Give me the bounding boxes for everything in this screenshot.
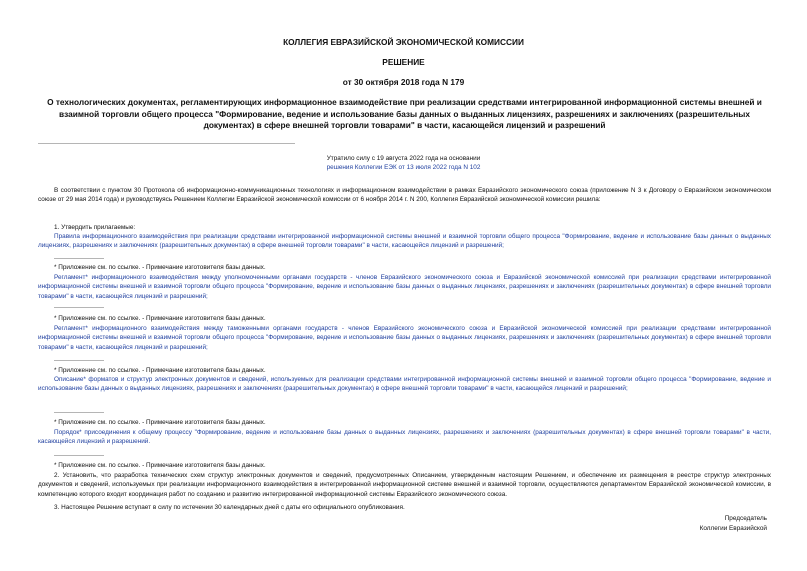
description-link[interactable]: Описание* форматов и структур электронных документов и сведений, используемых для реализации средствами интегрированной информационной системы внешней и взаимной торговли общего процесса "Формирование, ведение и использование базы данных о выданных лицензиях, разрешениях и заключениях (разрешительных документах) в сфере внешней торговли товарами" в части, касающейся лицензий и разрешений;	[38, 376, 771, 393]
footnote: * Приложение см. по ссылке. - Примечание изготовителя базы данных.	[54, 315, 266, 322]
item-3: 3. Настоящее Решение вступает в силу по истечении 30 календарных дней с даты его официального опубликования.	[54, 504, 405, 511]
footnote-divider	[54, 258, 104, 259]
regulation-2-link[interactable]: Регламент* информационного взаимодействия между таможенными органами государств - членов Евразийского экономического союза и Евразийской экономической комиссией при реализации средствами интегрированной информационной системы внешней и взаимной торговли общего процесса "Формирование, ведение и использование базы данных о выданных лицензиях, разрешениях и заключениях (разрешительных документах) в сфере внешней торговли товарами" в части, касающейся лицензий и разрешений;	[38, 325, 771, 351]
regulation-1-link[interactable]: Регламент* информационного взаимодействия между уполномоченными органами государств - членов Евразийского экономического союза и Евразийской экономической комиссией при реализации средствами интегрированной информационной системы внешней и взаимной торговли общего процесса "Формирование, ведение и использование базы данных о выданных лицензиях, разрешениях и заключениях (разрешительных документах) в сфере внешней торговли товарами" в части, касающейся лицензий и разрешений;	[38, 274, 771, 300]
footnote-divider	[54, 412, 104, 413]
rules-link[interactable]: Правила информационного взаимодействия при реализации средствами интегрированной информационной системы внешней и взаимной торговли общего процесса "Формирование, ведение и использование базы данных о выданных лицензиях, разрешениях и заключениях (разрешительных документах) в сфере внешней торговли товарами" в части, касающейся лицензий и разрешений;	[38, 233, 771, 250]
intro-paragraph: В соответствии с пунктом 30 Протокола об информационно-коммуникационных технологиях и информационном взаимодействии в рамках Евразийского экономического союза (приложение N 3 к Договору о Евразийском экономическом союзе от 29 мая 2014 года) и руководствуясь Решением Коллегии Евразийской экономической комиссии от 6 ноября 2014 г. N 200, Коллегия Евразийской экономической комиссии решила:	[38, 187, 771, 204]
document-date-number: от 30 октября 2018 года N 179	[342, 77, 465, 87]
footnote: * Приложение см. по ссылке. - Примечание изготовителя базы данных.	[54, 462, 266, 469]
footnote: * Приложение см. по ссылке. - Примечание изготовителя базы данных.	[54, 419, 266, 426]
signature-organization: Коллегии Евразийской	[699, 524, 767, 532]
signature-block	[700, 514, 767, 533]
footnote: * Приложение см. по ссылке. - Примечание изготовителя базы данных.	[54, 367, 266, 374]
status-text: Утратило силу с 19 августа 2022 года на основании	[326, 155, 481, 162]
document-title: О технологических документах, регламентирующих информационное взаимодействие при реализации средствами интегрированной информационной системы внешней и взаимной торговли общего процесса "Формирование, ведение и использование базы данных о выданных лицензиях, разрешениях и заключениях (разрешительных документах) в сфере внешней торговли товарами" в части, касающейся лицензий и разрешений	[47, 97, 762, 130]
item-2: 2. Установить, что разработка технических схем структур электронных документов и сведений, предусмотренных Описанием, утвержденным настоящим Решением, и обеспечение их размещения в реестре структур электронных документов и сведений, используемых при реализации информационного взаимодействия в интегрированной информационной системе внешней и взаимной торговли, осуществляются департаментом Евразийской экономической комиссии, в компетенцию которого входит координация работ по созданию и развитию интегрированной информационной системы Евразийского экономического союза.	[38, 472, 771, 498]
order-link[interactable]: Порядок* присоединения к общему процессу "Формирование, ведение и использование базы данных о выданных лицензиях, разрешениях и заключениях (разрешительных документах) в сфере внешней торговли товарами" в части, касающейся лицензий и разрешений.	[38, 429, 771, 446]
status-link[interactable]: решения Коллегии ЕЭК от 13 июля 2022 года N 102	[326, 164, 481, 172]
organization-heading: КОЛЛЕГИЯ ЕВРАЗИЙСКОЙ ЭКОНОМИЧЕСКОЙ КОМИССИИ	[283, 37, 524, 47]
status-note	[240, 154, 567, 173]
footnote-divider	[54, 455, 104, 456]
signature-title: Председатель	[724, 515, 767, 522]
footnote-divider	[54, 360, 104, 361]
footnote: * Приложение см. по ссылке. - Примечание изготовителя базы данных.	[54, 264, 266, 271]
document-type: РЕШЕНИЕ	[382, 57, 425, 67]
divider	[38, 143, 295, 144]
item-1: 1. Утвердить прилагаемые:	[54, 224, 136, 231]
footnote-divider	[54, 307, 104, 308]
